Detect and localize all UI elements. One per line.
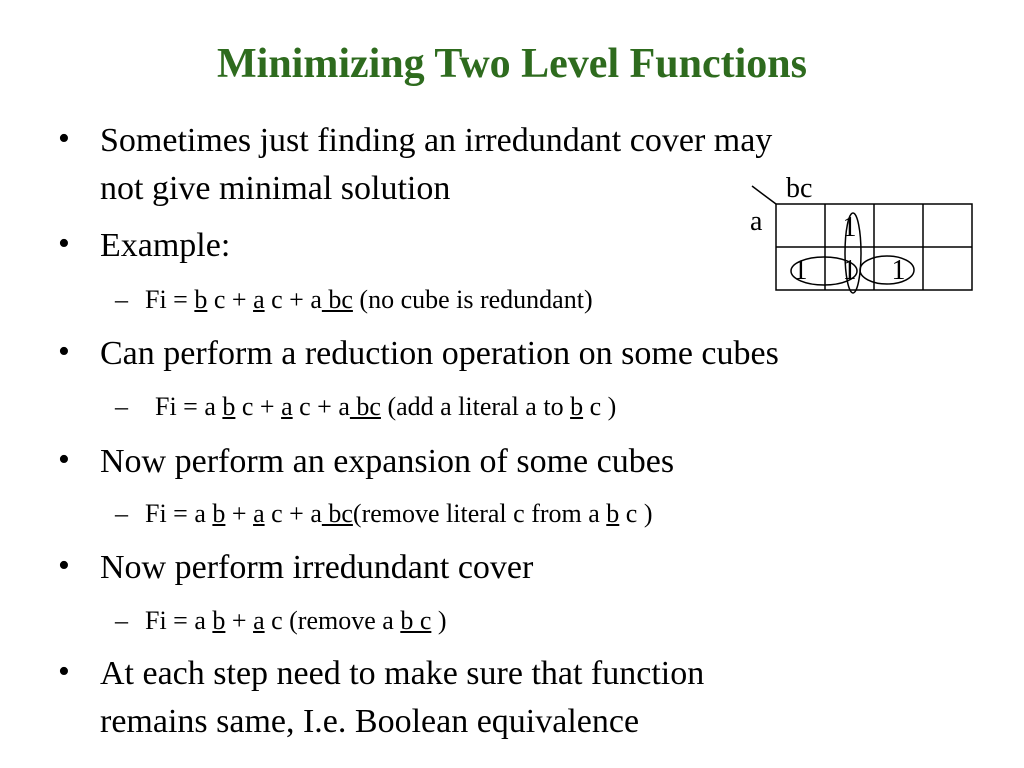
kmap-cell-value: 1: [842, 255, 857, 286]
kmap-row-label: a: [750, 206, 763, 237]
kmap-corner-diagonal: [752, 186, 776, 204]
sub-item-4: Fi = a b + a c (remove a b c ): [145, 606, 447, 635]
bullet-marker: •: [58, 333, 70, 370]
kmap-cell-value: 1: [891, 255, 906, 286]
bullet-marker: •: [58, 441, 70, 478]
slide-title: Minimizing Two Level Functions: [217, 41, 807, 87]
sub-item-1: Fi = b c + a c + a bc (no cube is redundant): [145, 285, 593, 314]
bullet-1-line-1: Sometimes just finding an irredundant cover may: [100, 122, 773, 159]
bullet-3: Can perform a reduction operation on some cubes: [100, 335, 779, 372]
bullet-marker: •: [58, 225, 70, 262]
kmap-cell-value: 1: [793, 255, 808, 286]
loop-cube-3: [860, 256, 914, 284]
bullet-marker: •: [58, 653, 70, 690]
bullet-marker: •: [58, 547, 70, 584]
bullet-6-line-2: remains same, I.e. Boolean equivalence: [100, 703, 640, 740]
bullet-5: Now perform irredundant cover: [100, 549, 534, 586]
sub-item-3: Fi = a b + a c + a bc(remove literal c from a b c ): [145, 499, 653, 528]
bullet-4: Now perform an expansion of some cubes: [100, 443, 675, 480]
karnaugh-map: [740, 170, 980, 295]
kmap-col-label: bc: [786, 173, 813, 204]
bullet-2: Example:: [100, 227, 231, 264]
dash-marker: –: [115, 499, 128, 528]
dash-marker: –: [115, 392, 128, 421]
bullet-6-line-1: At each step need to make sure that function: [100, 655, 705, 692]
sub-item-2: Fi = a b c + a c + a bc (add a literal a to b c ): [155, 392, 617, 421]
bullet-1-line-2: not give minimal solution: [100, 170, 451, 207]
dash-marker: –: [115, 606, 128, 635]
kmap-cell-value: 1: [842, 212, 857, 243]
dash-marker: –: [115, 285, 128, 314]
bullet-marker: •: [58, 120, 70, 157]
